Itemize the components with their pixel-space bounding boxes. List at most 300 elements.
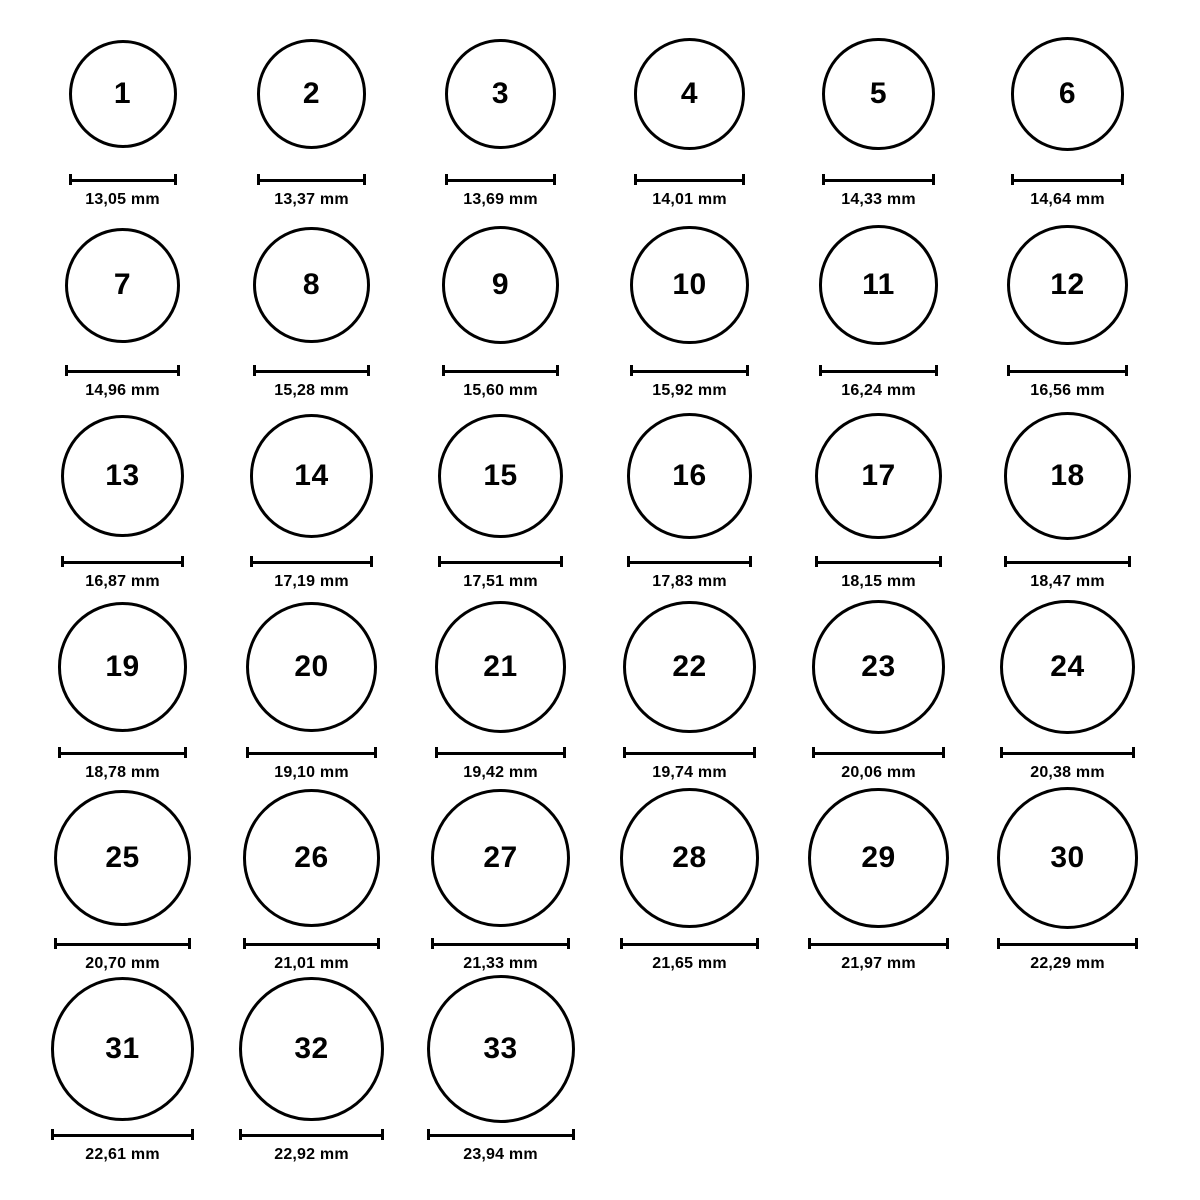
diameter-caliper-icon <box>819 365 939 376</box>
ring-size-number: 33 <box>483 1032 518 1065</box>
caliper-tick-left <box>1011 174 1014 185</box>
ring-measurement <box>1011 174 1125 209</box>
ring-size-number: 27 <box>483 841 518 874</box>
ring-circle-icon <box>65 228 180 343</box>
ring-measurement <box>442 365 559 400</box>
caliper-tick-right <box>1128 556 1131 567</box>
ring-circle-container <box>812 591 946 743</box>
diameter-label: 18,78 mm <box>85 764 160 781</box>
ring-circle-container <box>438 400 562 552</box>
caliper-tick-left <box>623 747 626 758</box>
caliper-tick-right <box>1125 365 1128 376</box>
caliper-tick-right <box>184 747 187 758</box>
ring-size-number: 12 <box>1050 267 1085 301</box>
caliper-line <box>58 752 187 755</box>
ring-circle-icon <box>246 602 376 732</box>
caliper-tick-left <box>997 938 1000 949</box>
caliper-line <box>1000 752 1135 755</box>
caliper-tick-right <box>932 174 935 185</box>
ring-size-number: 4 <box>680 76 699 110</box>
ring-circle-container <box>808 782 949 934</box>
caliper-line <box>257 179 366 182</box>
ring-circle-container <box>253 209 369 361</box>
diameter-label: 19,42 mm <box>463 764 538 781</box>
diameter-label: 21,97 mm <box>841 955 916 972</box>
ring-size-cell <box>406 400 595 591</box>
diameter-caliper-icon <box>623 747 756 758</box>
diameter-caliper-icon <box>69 174 177 185</box>
diameter-label: 19,10 mm <box>274 764 349 781</box>
ring-circle-icon <box>253 227 369 343</box>
caliper-tick-left <box>427 1129 430 1140</box>
ring-size-cell <box>973 400 1162 591</box>
ring-size-cell <box>217 18 406 209</box>
ring-measurement <box>431 938 569 973</box>
caliper-line <box>1007 370 1128 373</box>
caliper-tick-right <box>753 747 756 758</box>
diameter-label: 23,94 mm <box>463 1146 538 1163</box>
ring-size-cell <box>406 973 595 1164</box>
ring-measurement <box>246 747 376 782</box>
caliper-tick-right <box>942 747 945 758</box>
ring-size-number: 14 <box>294 458 329 492</box>
ring-size-number: 23 <box>861 649 896 683</box>
ring-size-cell <box>28 591 217 782</box>
ring-size-number: 15 <box>483 459 518 492</box>
ring-circle-container <box>69 18 177 170</box>
caliper-tick-left <box>1007 365 1010 376</box>
caliper-line <box>815 561 942 564</box>
diameter-caliper-icon <box>239 1129 383 1140</box>
caliper-line <box>69 179 177 182</box>
ring-size-number: 3 <box>491 77 510 110</box>
diameter-caliper-icon <box>1000 747 1135 758</box>
diameter-label: 16,87 mm <box>85 573 160 590</box>
caliper-line <box>243 943 380 946</box>
ring-circle-icon <box>1011 37 1125 151</box>
ring-size-row <box>28 782 1172 973</box>
ring-size-number: 1 <box>113 77 132 110</box>
caliper-line <box>1011 179 1125 182</box>
ring-circle-container <box>58 591 187 743</box>
ring-measurement <box>630 365 749 400</box>
caliper-line <box>427 1134 575 1137</box>
ring-size-cell <box>595 591 784 782</box>
ring-measurement <box>51 1129 194 1164</box>
caliper-tick-left <box>65 365 68 376</box>
diameter-label: 17,19 mm <box>274 573 349 590</box>
ring-circle-icon <box>61 415 183 537</box>
ring-size-cell <box>28 18 217 209</box>
caliper-tick-left <box>431 938 434 949</box>
ring-circle-icon <box>243 789 380 926</box>
diameter-caliper-icon <box>634 174 746 185</box>
caliper-tick-left <box>812 747 815 758</box>
ring-circle-icon <box>54 790 190 926</box>
ring-circle-container <box>250 400 373 552</box>
caliper-tick-right <box>746 365 749 376</box>
ring-circle-container <box>246 591 376 743</box>
ring-circle-container <box>65 209 180 361</box>
ring-size-number: 17 <box>861 459 896 492</box>
caliper-tick-left <box>634 174 637 185</box>
ring-size-number: 6 <box>1058 76 1077 110</box>
ring-size-cell <box>217 400 406 591</box>
diameter-caliper-icon <box>997 938 1139 949</box>
caliper-tick-right <box>1121 174 1124 185</box>
caliper-tick-left <box>69 174 72 185</box>
ring-measurement <box>819 365 939 400</box>
caliper-tick-right <box>370 556 373 567</box>
caliper-line <box>634 179 746 182</box>
diameter-label: 20,06 mm <box>841 764 916 781</box>
ring-size-cell <box>217 591 406 782</box>
ring-circle-container <box>54 782 190 934</box>
caliper-tick-right <box>1135 938 1138 949</box>
ring-circle-icon <box>997 787 1139 929</box>
diameter-caliper-icon <box>427 1129 575 1140</box>
diameter-label: 20,70 mm <box>85 955 160 972</box>
diameter-label: 21,01 mm <box>274 955 349 972</box>
diameter-label: 20,38 mm <box>1030 764 1105 781</box>
caliper-tick-left <box>819 365 822 376</box>
caliper-tick-left <box>243 938 246 949</box>
caliper-tick-left <box>438 556 441 567</box>
ring-circle-icon <box>627 413 753 539</box>
caliper-tick-left <box>51 1129 54 1140</box>
caliper-tick-left <box>253 365 256 376</box>
ring-size-cell <box>217 973 406 1164</box>
ring-circle-container <box>435 591 566 743</box>
caliper-tick-left <box>250 556 253 567</box>
ring-size-number: 18 <box>1050 459 1085 492</box>
diameter-caliper-icon <box>253 365 369 376</box>
ring-size-row <box>28 400 1172 591</box>
caliper-tick-right <box>1132 747 1135 758</box>
caliper-line <box>812 752 946 755</box>
ring-measurement <box>239 1129 383 1164</box>
caliper-tick-right <box>572 1129 575 1140</box>
ring-measurement <box>1007 365 1128 400</box>
ring-size-cell <box>595 209 784 400</box>
ring-size-number: 30 <box>1050 841 1085 874</box>
ring-size-number: 10 <box>672 268 707 301</box>
ring-size-number: 32 <box>294 1032 329 1065</box>
diameter-caliper-icon <box>431 938 569 949</box>
caliper-tick-right <box>556 365 559 376</box>
ring-size-number: 21 <box>483 649 518 683</box>
ring-size-row <box>28 973 1172 1164</box>
ring-circle-container <box>815 400 942 552</box>
caliper-tick-left <box>58 747 61 758</box>
ring-circle-container <box>623 591 756 743</box>
ring-size-number: 26 <box>294 840 329 874</box>
diameter-label: 14,64 mm <box>1030 191 1105 208</box>
diameter-label: 17,83 mm <box>652 573 727 590</box>
ring-circle-container <box>630 209 749 361</box>
ring-size-cell <box>973 18 1162 209</box>
ring-size-cell <box>28 782 217 973</box>
ring-circle-container <box>819 209 939 361</box>
ring-size-number: 25 <box>105 841 140 874</box>
ring-size-cell <box>595 782 784 973</box>
ring-size-cell <box>595 400 784 591</box>
ring-circle-icon <box>250 414 373 537</box>
caliper-tick-right <box>374 747 377 758</box>
caliper-tick-right <box>567 938 570 949</box>
diameter-caliper-icon <box>435 747 566 758</box>
diameter-label: 14,33 mm <box>841 191 916 208</box>
ring-circle-icon <box>445 39 555 149</box>
ring-circle-icon <box>239 977 383 1121</box>
ring-measurement <box>634 174 746 209</box>
ring-size-cell <box>973 591 1162 782</box>
ring-measurement <box>54 938 190 973</box>
diameter-label: 17,51 mm <box>463 573 538 590</box>
caliper-tick-left <box>239 1129 242 1140</box>
ring-circle-icon <box>822 38 935 151</box>
ring-size-cell <box>28 400 217 591</box>
ring-circle-icon <box>51 977 194 1120</box>
ring-measurement <box>65 365 180 400</box>
ring-circle-container <box>257 18 366 170</box>
ring-size-row <box>28 591 1172 782</box>
diameter-label: 15,92 mm <box>652 382 727 399</box>
caliper-line <box>54 943 190 946</box>
ring-size-cell <box>973 782 1162 973</box>
ring-size-number: 31 <box>105 1031 140 1065</box>
diameter-label: 14,96 mm <box>85 382 160 399</box>
ring-measurement <box>627 556 753 591</box>
ring-circle-icon <box>438 414 562 538</box>
caliper-line <box>808 943 949 946</box>
ring-circle-container <box>1000 591 1135 743</box>
ring-measurement <box>997 938 1139 973</box>
ring-size-cell <box>784 591 973 782</box>
ring-circle-container <box>822 18 935 170</box>
ring-size-number: 20 <box>294 650 329 683</box>
caliper-tick-right <box>742 174 745 185</box>
caliper-line <box>253 370 369 373</box>
caliper-tick-left <box>61 556 64 567</box>
ring-size-cell <box>406 209 595 400</box>
caliper-line <box>627 561 753 564</box>
ring-size-cell <box>973 209 1162 400</box>
diameter-caliper-icon <box>438 556 562 567</box>
ring-measurement <box>1000 747 1135 782</box>
caliper-line <box>438 561 562 564</box>
ring-measurement <box>808 938 949 973</box>
caliper-tick-left <box>257 174 260 185</box>
diameter-caliper-icon <box>246 747 376 758</box>
diameter-caliper-icon <box>1011 174 1125 185</box>
caliper-line <box>442 370 559 373</box>
caliper-line <box>250 561 373 564</box>
ring-measurement <box>427 1129 575 1164</box>
caliper-tick-right <box>367 365 370 376</box>
diameter-label: 18,15 mm <box>841 573 916 590</box>
ring-measurement <box>58 747 187 782</box>
ring-size-cell <box>406 18 595 209</box>
diameter-caliper-icon <box>61 556 183 567</box>
diameter-label: 19,74 mm <box>652 764 727 781</box>
ring-size-number: 8 <box>302 268 321 301</box>
diameter-caliper-icon <box>243 938 380 949</box>
ring-size-number: 16 <box>672 458 707 492</box>
ring-circle-icon <box>435 601 566 732</box>
ring-size-number: 9 <box>491 267 510 301</box>
ring-circle-icon <box>630 226 749 345</box>
caliper-line <box>431 943 569 946</box>
caliper-line <box>445 179 555 182</box>
diameter-label: 13,05 mm <box>85 191 160 208</box>
caliper-tick-left <box>815 556 818 567</box>
ring-size-cell <box>28 973 217 1164</box>
diameter-label: 13,69 mm <box>463 191 538 208</box>
ring-size-cell <box>784 209 973 400</box>
ring-circle-container <box>61 400 183 552</box>
diameter-label: 18,47 mm <box>1030 573 1105 590</box>
ring-size-number: 2 <box>302 76 321 110</box>
caliper-tick-left <box>435 747 438 758</box>
caliper-tick-left <box>627 556 630 567</box>
diameter-label: 14,01 mm <box>652 191 727 208</box>
ring-circle-container <box>445 18 555 170</box>
caliper-tick-left <box>54 938 57 949</box>
caliper-tick-left <box>442 365 445 376</box>
diameter-caliper-icon <box>620 938 760 949</box>
diameter-label: 13,37 mm <box>274 191 349 208</box>
ring-size-cell <box>784 400 973 591</box>
ring-size-row <box>28 209 1172 400</box>
diameter-caliper-icon <box>442 365 559 376</box>
ring-circle-icon <box>634 38 746 150</box>
caliper-line <box>822 179 935 182</box>
ring-size-number: 24 <box>1050 649 1085 683</box>
ring-circle-container <box>243 782 380 934</box>
caliper-tick-right <box>177 365 180 376</box>
caliper-tick-right <box>749 556 752 567</box>
caliper-tick-right <box>381 1129 384 1140</box>
diameter-caliper-icon <box>627 556 753 567</box>
ring-size-number: 5 <box>869 77 888 110</box>
ring-circle-icon <box>808 788 949 929</box>
ring-circle-icon <box>431 789 569 927</box>
caliper-tick-left <box>822 174 825 185</box>
diameter-label: 21,65 mm <box>652 955 727 972</box>
ring-measurement <box>243 938 380 973</box>
caliper-tick-left <box>1004 556 1007 567</box>
ring-circle-container <box>1011 18 1125 170</box>
caliper-tick-right <box>560 556 563 567</box>
ring-circle-container <box>634 18 746 170</box>
caliper-line <box>623 752 756 755</box>
ring-size-cell <box>28 209 217 400</box>
diameter-caliper-icon <box>808 938 949 949</box>
diameter-caliper-icon <box>1007 365 1128 376</box>
ring-measurement <box>1004 556 1132 591</box>
ring-measurement <box>438 556 562 591</box>
ring-measurement <box>620 938 760 973</box>
caliper-line <box>1004 561 1132 564</box>
caliper-line <box>819 370 939 373</box>
ring-measurement <box>435 747 566 782</box>
diameter-label: 16,56 mm <box>1030 382 1105 399</box>
ring-circle-icon <box>427 975 575 1123</box>
ring-size-cell <box>406 591 595 782</box>
ring-circle-icon <box>623 601 756 734</box>
caliper-tick-right <box>756 938 759 949</box>
caliper-line <box>630 370 749 373</box>
caliper-line <box>61 561 183 564</box>
ring-size-cell <box>217 782 406 973</box>
ring-size-number: 22 <box>672 650 707 683</box>
ring-circle-icon <box>58 602 187 731</box>
ring-circle-icon <box>257 39 366 148</box>
ring-measurement <box>623 747 756 782</box>
caliper-tick-right <box>939 556 942 567</box>
diameter-caliper-icon <box>822 174 935 185</box>
ring-circle-icon <box>812 600 946 734</box>
caliper-tick-right <box>946 938 949 949</box>
diameter-caliper-icon <box>630 365 749 376</box>
ring-circle-container <box>1004 400 1132 552</box>
ring-size-row <box>28 18 1172 209</box>
ring-circle-container <box>51 973 194 1125</box>
ring-circle-container <box>997 782 1139 934</box>
diameter-label: 21,33 mm <box>463 955 538 972</box>
diameter-caliper-icon <box>250 556 373 567</box>
ring-size-number: 28 <box>672 840 707 874</box>
caliper-tick-right <box>181 556 184 567</box>
caliper-tick-left <box>808 938 811 949</box>
ring-circle-icon <box>815 413 942 540</box>
caliper-tick-right <box>191 1129 194 1140</box>
diameter-label: 22,92 mm <box>274 1146 349 1163</box>
diameter-caliper-icon <box>1004 556 1132 567</box>
ring-size-cell <box>217 209 406 400</box>
ring-circle-icon <box>819 225 939 345</box>
ring-circle-icon <box>1000 600 1135 735</box>
caliper-tick-right <box>363 174 366 185</box>
caliper-line <box>620 943 760 946</box>
diameter-caliper-icon <box>815 556 942 567</box>
caliper-tick-right <box>377 938 380 949</box>
caliper-line <box>246 752 376 755</box>
caliper-tick-left <box>246 747 249 758</box>
caliper-tick-right <box>188 938 191 949</box>
diameter-caliper-icon <box>812 747 946 758</box>
ring-circle-icon <box>442 226 559 343</box>
ring-measurement <box>815 556 942 591</box>
ring-size-number: 29 <box>861 841 896 874</box>
ring-measurement <box>445 174 555 209</box>
ring-size-cell <box>595 18 784 209</box>
caliper-tick-left <box>1000 747 1003 758</box>
ring-circle-container <box>427 973 575 1125</box>
diameter-caliper-icon <box>65 365 180 376</box>
ring-circle-icon <box>1007 225 1128 346</box>
ring-measurement <box>257 174 366 209</box>
diameter-label: 22,29 mm <box>1030 955 1105 972</box>
ring-circle-icon <box>69 40 177 148</box>
ring-circle-container <box>239 973 383 1125</box>
caliper-tick-left <box>620 938 623 949</box>
ring-measurement <box>61 556 183 591</box>
caliper-tick-right <box>553 174 556 185</box>
ring-circle-icon <box>1004 412 1132 540</box>
caliper-line <box>65 370 180 373</box>
